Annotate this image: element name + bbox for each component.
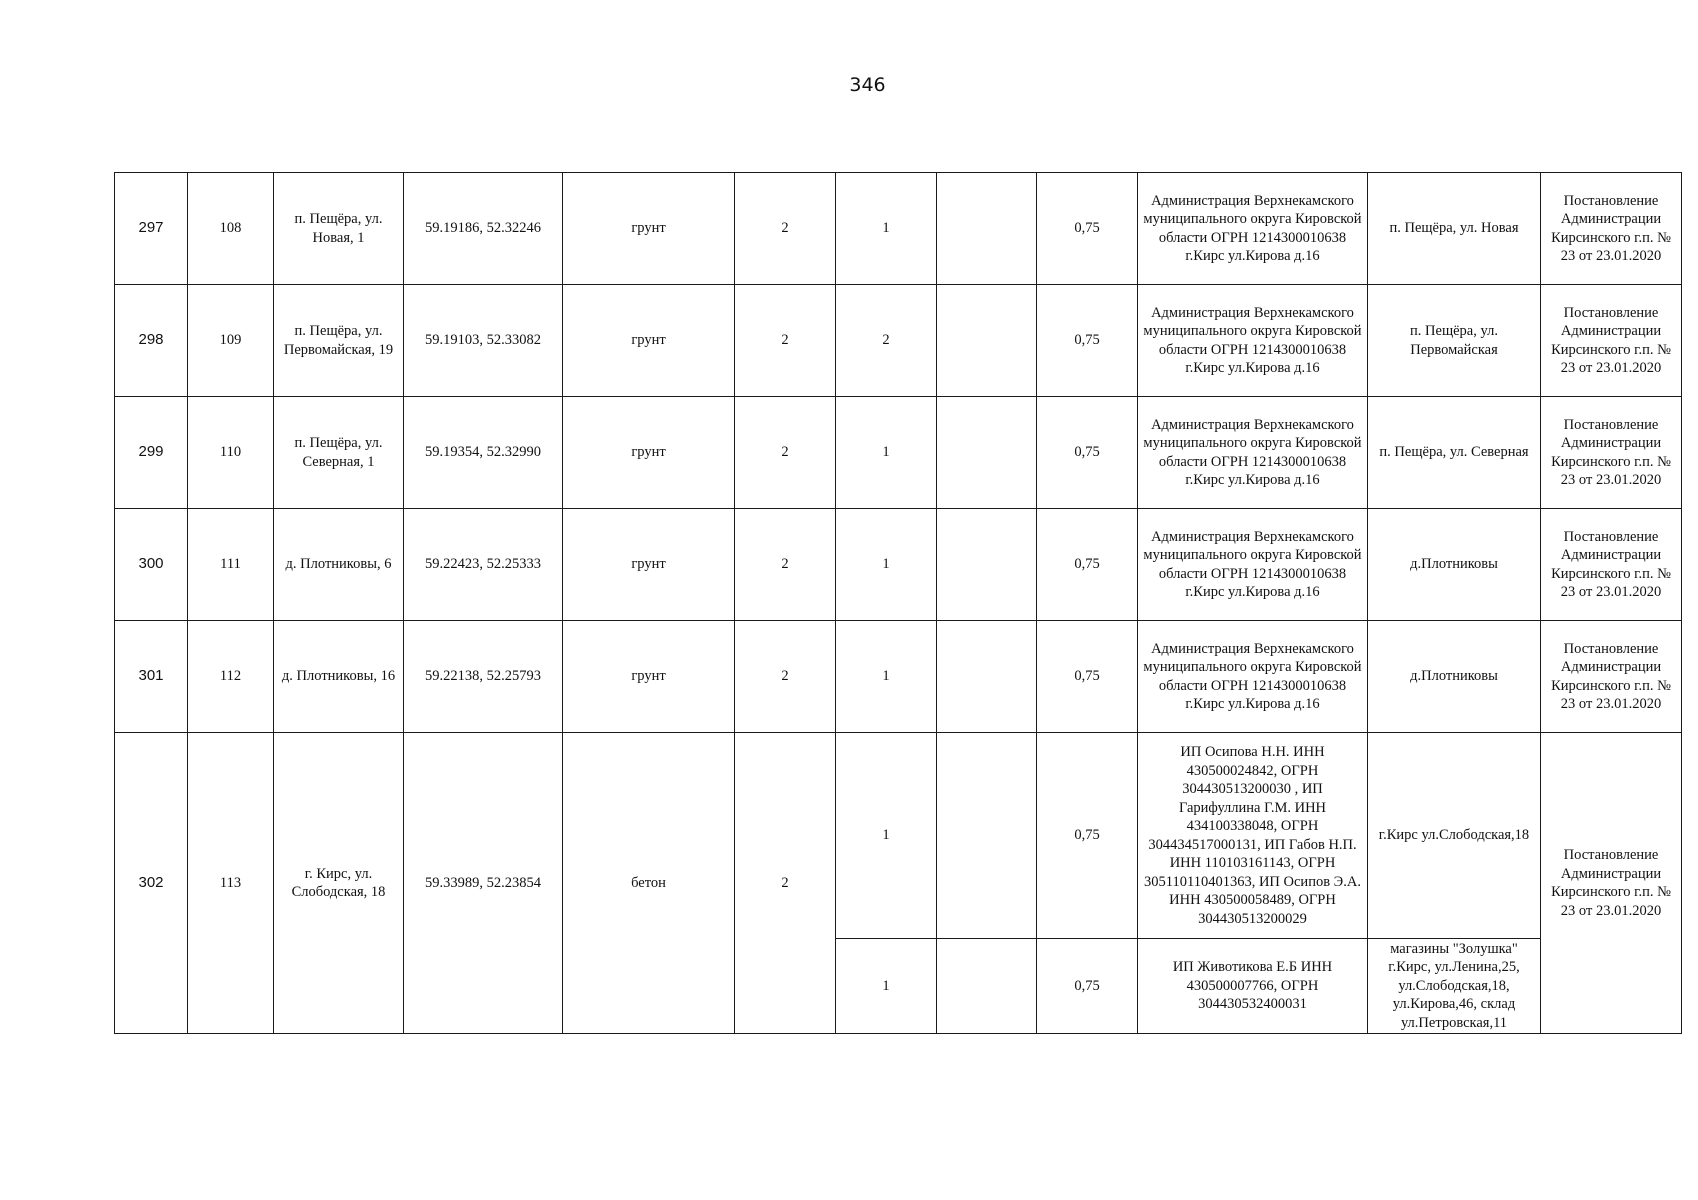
row-number: 299 xyxy=(115,397,188,509)
surface-type: грунт xyxy=(563,509,735,621)
site-coordinates: 59.19186, 52.32246 xyxy=(404,173,563,285)
empty-cell xyxy=(937,621,1037,733)
site-address: д. Плотниковы, 16 xyxy=(274,621,404,733)
container-volume: 0,75 xyxy=(1037,509,1138,621)
empty-cell xyxy=(937,939,1037,1034)
container-count: 1 xyxy=(836,621,937,733)
site-area: 2 xyxy=(735,285,836,397)
surface-type: грунт xyxy=(563,285,735,397)
site-id: 111 xyxy=(188,509,274,621)
site-id: 113 xyxy=(188,733,274,1034)
waste-sites-table xyxy=(114,172,1682,1034)
row-number: 297 xyxy=(115,173,188,285)
surface-type: грунт xyxy=(563,621,735,733)
waste-sources: магазины "Золушка" г.Кирс, ул.Ленина,25, ул.Слободская,18, ул.Кирова,46, склад ул.Петровская,11 xyxy=(1368,939,1541,1034)
waste-sources: д.Плотниковы xyxy=(1368,509,1541,621)
container-volume: 0,75 xyxy=(1037,397,1138,509)
site-owner: Администрация Верхнекамского муниципального округа Кировской области ОГРН 1214300010638 г.Кирс ул.Кирова д.16 xyxy=(1138,397,1368,509)
legal-basis: Постановление Администрации Кирсинского г.п. № 23 от 23.01.2020 xyxy=(1541,733,1682,1034)
waste-sources: д.Плотниковы xyxy=(1368,621,1541,733)
site-id: 109 xyxy=(188,285,274,397)
site-area: 2 xyxy=(735,397,836,509)
site-owner: Администрация Верхнекамского муниципального округа Кировской области ОГРН 1214300010638 г.Кирс ул.Кирова д.16 xyxy=(1138,173,1368,285)
surface-type: грунт xyxy=(563,397,735,509)
site-area: 2 xyxy=(735,509,836,621)
table-row xyxy=(115,733,1682,939)
legal-basis: Постановление Администрации Кирсинского г.п. № 23 от 23.01.2020 xyxy=(1541,397,1682,509)
site-coordinates: 59.22423, 52.25333 xyxy=(404,509,563,621)
waste-sources: п. Пещёра, ул. Новая xyxy=(1368,173,1541,285)
legal-basis: Постановление Администрации Кирсинского г.п. № 23 от 23.01.2020 xyxy=(1541,509,1682,621)
row-number: 302 xyxy=(115,733,188,1034)
surface-type: грунт xyxy=(563,173,735,285)
site-area: 2 xyxy=(735,173,836,285)
legal-basis: Постановление Администрации Кирсинского г.п. № 23 от 23.01.2020 xyxy=(1541,285,1682,397)
site-owner: ИП Осипова Н.Н. ИНН 430500024842, ОГРН 304430513200030 , ИП Гарифуллина Г.М. ИНН 434100338048, ОГРН 304434517000131, ИП Габов Н.П. ИНН 110103161143, ОГРН 305110110401363, ИП Осипов Э.А. ИНН 430500058489, ОГРН 304430513200029 xyxy=(1138,733,1368,939)
container-volume: 0,75 xyxy=(1037,173,1138,285)
legal-basis: Постановление Администрации Кирсинского г.п. № 23 от 23.01.2020 xyxy=(1541,173,1682,285)
legal-basis: Постановление Администрации Кирсинского г.п. № 23 от 23.01.2020 xyxy=(1541,621,1682,733)
container-count: 1 xyxy=(836,733,937,939)
table-row xyxy=(115,397,1682,509)
container-count: 1 xyxy=(836,397,937,509)
container-count: 1 xyxy=(836,509,937,621)
table-row xyxy=(115,621,1682,733)
empty-cell xyxy=(937,173,1037,285)
site-owner: ИП Животикова Е.Б ИНН 430500007766, ОГРН 304430532400031 xyxy=(1138,939,1368,1034)
empty-cell xyxy=(937,733,1037,939)
site-owner: Администрация Верхнекамского муниципального округа Кировской области ОГРН 1214300010638 г.Кирс ул.Кирова д.16 xyxy=(1138,621,1368,733)
container-volume: 0,75 xyxy=(1037,621,1138,733)
row-number: 301 xyxy=(115,621,188,733)
container-volume: 0,75 xyxy=(1037,733,1138,939)
container-volume: 0,75 xyxy=(1037,939,1138,1034)
site-id: 112 xyxy=(188,621,274,733)
site-id: 108 xyxy=(188,173,274,285)
table-row xyxy=(115,285,1682,397)
site-id: 110 xyxy=(188,397,274,509)
surface-type: бетон xyxy=(563,733,735,1034)
empty-cell xyxy=(937,397,1037,509)
site-area: 2 xyxy=(735,621,836,733)
site-owner: Администрация Верхнекамского муниципального округа Кировской области ОГРН 1214300010638 г.Кирс ул.Кирова д.16 xyxy=(1138,509,1368,621)
table-row xyxy=(115,173,1682,285)
empty-cell xyxy=(937,285,1037,397)
waste-sources: п. Пещёра, ул. Северная xyxy=(1368,397,1541,509)
site-coordinates: 59.22138, 52.25793 xyxy=(404,621,563,733)
container-count: 2 xyxy=(836,285,937,397)
waste-sources: п. Пещёра, ул. Первомайская xyxy=(1368,285,1541,397)
container-count: 1 xyxy=(836,939,937,1034)
site-owner: Администрация Верхнекамского муниципального округа Кировской области ОГРН 1214300010638 г.Кирс ул.Кирова д.16 xyxy=(1138,285,1368,397)
site-address: п. Пещёра, ул. Северная, 1 xyxy=(274,397,404,509)
container-volume: 0,75 xyxy=(1037,285,1138,397)
site-area: 2 xyxy=(735,733,836,1034)
row-number: 298 xyxy=(115,285,188,397)
site-address: п. Пещёра, ул. Первомайская, 19 xyxy=(274,285,404,397)
page-number: 346 xyxy=(849,74,886,96)
waste-sources: г.Кирс ул.Слободская,18 xyxy=(1368,733,1541,939)
site-address: г. Кирс, ул. Слободская, 18 xyxy=(274,733,404,1034)
site-coordinates: 59.19354, 52.32990 xyxy=(404,397,563,509)
empty-cell xyxy=(937,509,1037,621)
container-count: 1 xyxy=(836,173,937,285)
site-address: д. Плотниковы, 6 xyxy=(274,509,404,621)
site-coordinates: 59.19103, 52.33082 xyxy=(404,285,563,397)
row-number: 300 xyxy=(115,509,188,621)
site-coordinates: 59.33989, 52.23854 xyxy=(404,733,563,1034)
table-row xyxy=(115,509,1682,621)
site-address: п. Пещёра, ул. Новая, 1 xyxy=(274,173,404,285)
